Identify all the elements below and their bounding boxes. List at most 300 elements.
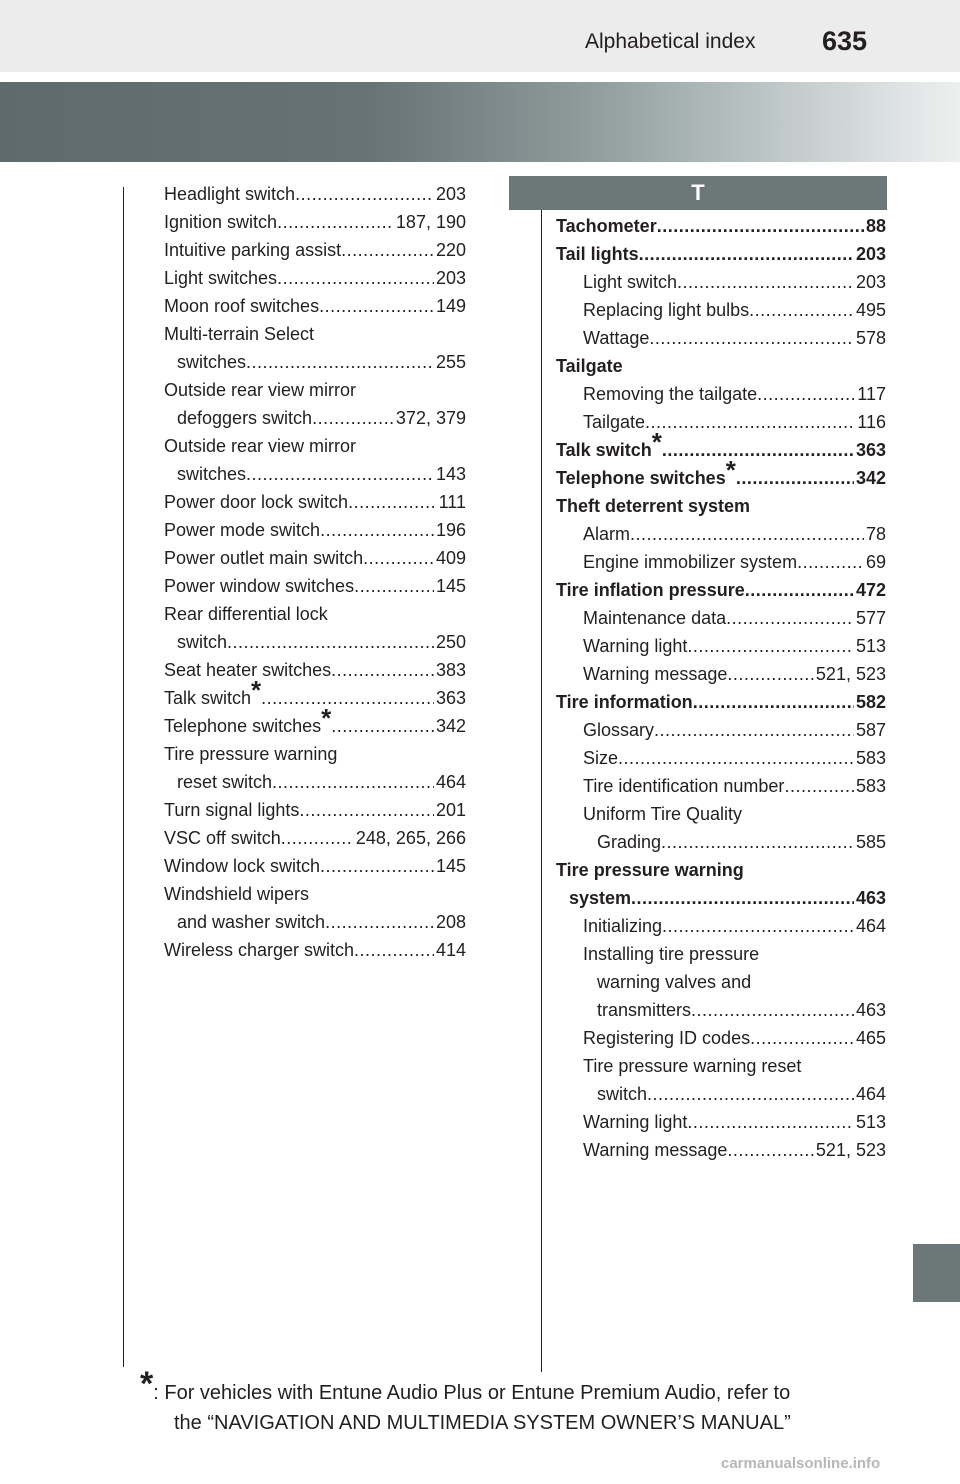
- index-entry-label: Alarm: [583, 524, 631, 544]
- dot-leader: [687, 1108, 854, 1136]
- index-entry-label: Power mode switch: [164, 520, 321, 540]
- index-entry-label: Talk switch: [164, 688, 252, 708]
- index-entry-text: [164, 236, 341, 264]
- center-column-rule: [541, 210, 542, 1372]
- index-entry-text: [583, 716, 654, 744]
- index-entry-label: Rear differential lock: [164, 604, 328, 624]
- index-entry-page: 464: [855, 916, 886, 936]
- index-entry-text: [583, 744, 618, 772]
- index-entry: [164, 376, 466, 404]
- index-entry-page: 521, 523: [815, 664, 886, 684]
- index-entry-text: [164, 380, 356, 400]
- index-entry-label: Tachometer: [556, 216, 657, 236]
- footnote-asterisk: *: [651, 427, 662, 457]
- index-entry-page: 116: [857, 412, 886, 432]
- index-entry: [556, 1052, 886, 1080]
- index-entry: [556, 576, 886, 604]
- index-entry: [164, 236, 466, 264]
- index-entry: [556, 716, 886, 744]
- dot-leader: [727, 660, 814, 688]
- index-entry-label: reset switch: [177, 772, 273, 792]
- dot-leader: [295, 180, 434, 208]
- index-entry-label: Engine immobilizer system: [583, 552, 798, 572]
- index-entry: [556, 212, 886, 240]
- index-entry-page: 495: [855, 300, 886, 320]
- index-entry-text: [164, 180, 295, 208]
- dot-leader: [757, 380, 855, 408]
- index-entry-text: [164, 675, 262, 712]
- index-entry-page: 145: [435, 856, 466, 876]
- index-entry-label: defoggers switch: [177, 408, 313, 428]
- index-entry: [164, 432, 466, 460]
- index-entry: [164, 516, 466, 544]
- index-entry-text: [164, 488, 348, 516]
- dot-leader: [227, 628, 434, 656]
- index-entry-label: Seat heater switches: [164, 660, 332, 680]
- dot-leader: [618, 744, 854, 772]
- index-entry-label: Power door lock switch: [164, 492, 349, 512]
- index-entry-page: 513: [855, 1112, 886, 1132]
- index-entry-page: 578: [855, 328, 886, 348]
- index-right-column: [556, 212, 886, 1164]
- index-entry-label: Ignition switch: [164, 212, 278, 232]
- index-entry-text: [164, 516, 320, 544]
- index-entry: [556, 324, 886, 352]
- index-entry-page: 513: [855, 636, 886, 656]
- index-entry-page: 463: [855, 1000, 886, 1020]
- dot-leader: [750, 1024, 854, 1052]
- index-entry-label: Uniform Tire Quality: [583, 804, 743, 824]
- index-entry-page: 363: [855, 440, 886, 460]
- index-entry: [556, 800, 886, 828]
- index-entry: [556, 352, 886, 380]
- index-entry-page: 143: [435, 464, 466, 484]
- index-entry: [556, 632, 886, 660]
- index-left-column: [164, 180, 466, 964]
- index-entry: [164, 600, 466, 628]
- index-entry-page: 196: [435, 520, 466, 540]
- dot-leader: [687, 632, 854, 660]
- footnote-asterisk: *: [725, 455, 736, 485]
- index-entry-text: [583, 944, 759, 964]
- index-entry-page: 149: [435, 296, 466, 316]
- index-entry-page: 208: [435, 912, 466, 932]
- index-entry-label: Glossary: [583, 720, 655, 740]
- index-entry-label: and washer switch: [177, 912, 326, 932]
- index-entry-text: [597, 996, 691, 1024]
- index-entry: [164, 740, 466, 768]
- dot-leader: [261, 684, 434, 712]
- index-entry-label: Tire information: [556, 692, 693, 712]
- index-entry-label: Outside rear view mirror: [164, 380, 357, 400]
- index-entry: [164, 348, 466, 376]
- section-letter-bar: T: [509, 176, 887, 210]
- index-entry-label: Power outlet main switch: [164, 548, 364, 568]
- index-entry-label: transmitters: [597, 1000, 692, 1020]
- dot-leader: [331, 656, 434, 684]
- index-entry-text: [164, 264, 277, 292]
- index-entry: [556, 1024, 886, 1052]
- index-entry-text: [597, 828, 661, 856]
- index-entry-label: warning valves and: [597, 972, 752, 992]
- index-entry-page: 583: [855, 748, 886, 768]
- index-entry-text: [164, 604, 328, 624]
- watermark: carmanualsonline.info: [721, 1455, 881, 1472]
- index-entry-page: 521, 523: [815, 1140, 886, 1160]
- dot-leader: [325, 908, 434, 936]
- page-header-title: Alphabetical index: [585, 30, 756, 53]
- index-entry-text: [583, 548, 797, 576]
- dot-leader: [649, 324, 854, 352]
- header-strip: [0, 0, 960, 72]
- index-entry-page: 220: [435, 240, 466, 260]
- index-entry-text: [164, 884, 309, 904]
- dot-leader: [797, 548, 864, 576]
- index-entry: [164, 292, 466, 320]
- dot-leader: [319, 292, 434, 320]
- index-entry-text: [556, 427, 662, 464]
- index-entry-text: [583, 1136, 727, 1164]
- dot-leader: [661, 828, 854, 856]
- index-entry-text: [164, 572, 354, 600]
- index-entry: [164, 572, 466, 600]
- dot-leader: [745, 576, 854, 604]
- index-entry-text: [164, 292, 319, 320]
- index-entry-text: [583, 1108, 687, 1136]
- index-entry: [556, 660, 886, 688]
- index-entry: [164, 628, 466, 656]
- index-entry-page: 463: [855, 888, 886, 908]
- index-entry-text: [164, 703, 332, 740]
- index-entry-label: Turn signal lights: [164, 800, 300, 820]
- dot-leader: [691, 996, 854, 1024]
- index-entry-page: 78: [865, 524, 886, 544]
- index-entry-page: 472: [855, 580, 886, 600]
- index-entry: [556, 455, 886, 492]
- index-entry-label: Light switch: [583, 272, 678, 292]
- index-entry-label: Tire pressure warning: [556, 860, 744, 880]
- index-entry: [556, 884, 886, 912]
- index-entry: [164, 544, 466, 572]
- index-entry-page: 111: [438, 492, 466, 512]
- dot-leader: [662, 436, 854, 464]
- index-entry-page: 585: [855, 832, 886, 852]
- dot-leader: [331, 712, 434, 740]
- footnote-asterisk: *: [321, 703, 332, 733]
- left-column-rule: [123, 187, 124, 1367]
- index-entry: [556, 380, 886, 408]
- index-entry-label: Warning light: [583, 636, 688, 656]
- index-entry-text: [177, 908, 325, 936]
- index-entry-label: Wireless charger switch: [164, 940, 355, 960]
- index-entry-page: 255: [435, 352, 466, 372]
- index-entry-label: Outside rear view mirror: [164, 436, 357, 456]
- index-entry-label: Tail lights: [556, 244, 639, 264]
- dot-leader: [320, 852, 434, 880]
- index-entry-text: [177, 404, 312, 432]
- index-entry-text: [583, 1024, 750, 1052]
- index-entry-text: [177, 768, 272, 796]
- dot-leader: [354, 572, 434, 600]
- index-entry: [164, 320, 466, 348]
- index-entry-text: [164, 436, 356, 456]
- dot-leader: [348, 488, 437, 516]
- index-entry-label: switch: [597, 1084, 648, 1104]
- index-entry-text: [583, 912, 662, 940]
- index-entry-text: [583, 408, 645, 436]
- index-entry-text: [556, 356, 623, 376]
- page-number: 635: [822, 26, 868, 56]
- index-entry-page: 363: [435, 688, 466, 708]
- index-entry-text: [164, 208, 277, 236]
- index-entry-label: switch: [177, 632, 228, 652]
- index-entry-page: 203: [435, 184, 466, 204]
- index-entry-label: VSC off switch: [164, 828, 281, 848]
- index-entry-page: 464: [435, 772, 466, 792]
- index-entry-text: [583, 296, 749, 324]
- index-entry-label: Replacing light bulbs: [583, 300, 750, 320]
- index-entry: [556, 828, 886, 856]
- index-entry-text: [583, 632, 687, 660]
- dot-leader: [246, 460, 434, 488]
- index-entry-page: 577: [855, 608, 886, 628]
- index-entry-page: 582: [855, 692, 886, 712]
- index-entry-label: Tailgate: [556, 356, 623, 376]
- index-entry-text: [164, 744, 337, 764]
- dot-leader: [639, 240, 854, 268]
- index-entry: [556, 1136, 886, 1164]
- index-entry-label: Power window switches: [164, 576, 355, 596]
- index-entry-text: [164, 936, 354, 964]
- index-entry: [556, 772, 886, 800]
- index-entry: [164, 880, 466, 908]
- index-entry-page: 88: [865, 216, 886, 236]
- index-entry-label: Tire pressure warning reset: [583, 1056, 802, 1076]
- footnote-asterisk: *: [251, 675, 262, 705]
- index-entry-label: Registering ID codes: [583, 1028, 751, 1048]
- index-entry-label: Theft deterrent system: [556, 496, 751, 516]
- index-entry-label: Window lock switch: [164, 856, 321, 876]
- index-entry-label: Removing the tailgate: [583, 384, 758, 404]
- index-entry: [164, 936, 466, 964]
- dot-leader: [784, 772, 854, 800]
- index-entry-label: Size: [583, 748, 619, 768]
- index-entry: [164, 908, 466, 936]
- index-entry-page: 117: [857, 384, 886, 404]
- index-entry-text: [569, 884, 631, 912]
- index-entry-page: 383: [435, 660, 466, 680]
- dot-leader: [281, 824, 354, 852]
- index-entry-text: [583, 604, 726, 632]
- index-entry: [556, 548, 886, 576]
- index-entry: [164, 768, 466, 796]
- index-entry: [164, 824, 466, 852]
- index-entry-page: 465: [855, 1028, 886, 1048]
- index-entry: [164, 852, 466, 880]
- dot-leader: [631, 884, 854, 912]
- dot-leader: [657, 212, 864, 240]
- index-entry: [164, 703, 466, 740]
- index-entry-text: [556, 496, 750, 516]
- header-gradient-band: [0, 82, 960, 162]
- index-entry: [164, 675, 466, 712]
- dot-leader: [662, 912, 854, 940]
- dot-leader: [320, 516, 434, 544]
- index-entry-label: Moon roof switches: [164, 296, 320, 316]
- index-entry-label: Light switches: [164, 268, 278, 288]
- index-entry: [556, 744, 886, 772]
- dot-leader: [647, 1080, 854, 1108]
- index-entry-text: [583, 660, 727, 688]
- index-entry-text: [597, 972, 751, 992]
- index-entry-text: [556, 240, 639, 268]
- footnote-text-1: : For vehicles with Entune Audio Plus or Entune Premium Audio, refer to: [153, 1382, 791, 1404]
- index-entry-text: [177, 460, 246, 488]
- index-entry-page: 203: [855, 272, 886, 292]
- index-entry: [556, 996, 886, 1024]
- dot-leader: [341, 236, 434, 264]
- index-entry-page: 69: [865, 552, 886, 572]
- index-entry-label: Talk switch: [556, 440, 652, 460]
- index-entry-page: 203: [855, 244, 886, 264]
- index-entry-label: Telephone switches: [164, 716, 322, 736]
- index-entry: [556, 1108, 886, 1136]
- dot-leader: [645, 408, 855, 436]
- index-entry-text: [164, 852, 320, 880]
- index-entry-page: 203: [435, 268, 466, 288]
- index-entry-text: [556, 576, 745, 604]
- index-entry-label: Intuitive parking assist: [164, 240, 342, 260]
- index-entry-label: Maintenance data: [583, 608, 727, 628]
- index-entry-page: 583: [855, 776, 886, 796]
- dot-leader: [299, 796, 434, 824]
- index-entry-text: [164, 656, 331, 684]
- index-entry-page: 409: [435, 548, 466, 568]
- index-entry: [556, 427, 886, 464]
- index-entry-label: Warning message: [583, 664, 728, 684]
- index-entry-page: 187, 190: [395, 212, 466, 232]
- index-entry: [556, 940, 886, 968]
- index-entry-label: Headlight switch: [164, 184, 296, 204]
- dot-leader: [277, 264, 434, 292]
- index-entry-page: 372, 379: [395, 408, 466, 428]
- index-entry-text: [177, 348, 246, 376]
- dot-leader: [312, 404, 394, 432]
- index-entry: [164, 180, 466, 208]
- index-entry: [556, 268, 886, 296]
- dot-leader: [272, 768, 434, 796]
- index-entry: [556, 604, 886, 632]
- index-entry-text: [583, 324, 649, 352]
- index-entry-page: 342: [855, 468, 886, 488]
- index-entry-label: Tailgate: [583, 412, 646, 432]
- index-entry: [556, 856, 886, 884]
- index-entry: [556, 968, 886, 996]
- index-entry-page: 201: [435, 800, 466, 820]
- index-entry-label: Wattage: [583, 328, 650, 348]
- index-entry: [164, 208, 466, 236]
- index-entry-text: [583, 772, 784, 800]
- chapter-side-tab: [913, 1244, 960, 1302]
- index-entry: [556, 240, 886, 268]
- footnote-star: *: [140, 1365, 154, 1403]
- footnote-line-1: [140, 1365, 890, 1408]
- dot-leader: [693, 688, 854, 716]
- index-entry-text: [164, 796, 299, 824]
- dot-leader: [277, 208, 394, 236]
- index-entry-page: 464: [855, 1084, 886, 1104]
- index-entry: [556, 912, 886, 940]
- index-entry: [556, 688, 886, 716]
- index-entry-label: Warning message: [583, 1140, 728, 1160]
- index-entry-label: switches: [177, 464, 247, 484]
- dot-leader: [726, 604, 854, 632]
- dot-leader: [727, 1136, 814, 1164]
- index-entry-text: [164, 324, 314, 344]
- index-entry-text: [597, 1080, 647, 1108]
- index-entry-text: [583, 1056, 801, 1076]
- index-entry-label: Initializing: [583, 916, 663, 936]
- index-entry-label: Grading: [597, 832, 662, 852]
- index-entry-text: [583, 804, 742, 824]
- index-entry: [556, 492, 886, 520]
- index-entry-label: switches: [177, 352, 247, 372]
- index-entry-page: 342: [435, 716, 466, 736]
- index-entry-text: [164, 824, 281, 852]
- index-entry-label: Tire inflation pressure: [556, 580, 745, 600]
- index-entry: [164, 460, 466, 488]
- index-entry-text: [556, 455, 736, 492]
- dot-leader: [363, 544, 434, 572]
- index-entry-page: 145: [435, 576, 466, 596]
- index-entry: [556, 1080, 886, 1108]
- dot-leader: [749, 296, 854, 324]
- dot-leader: [654, 716, 854, 744]
- index-entry-page: 250: [435, 632, 466, 652]
- index-entry-label: system: [569, 888, 632, 908]
- index-entry: [556, 408, 886, 436]
- index-entry-label: Warning light: [583, 1112, 688, 1132]
- index-entry: [164, 404, 466, 432]
- dot-leader: [736, 464, 854, 492]
- dot-leader: [677, 268, 854, 296]
- index-entry-page: 587: [855, 720, 886, 740]
- dot-leader: [354, 936, 434, 964]
- index-entry-text: [556, 688, 693, 716]
- index-entry-text: [583, 268, 677, 296]
- index-entry-page: 414: [435, 940, 466, 960]
- index-entry-label: Telephone switches: [556, 468, 726, 488]
- index-entry: [164, 488, 466, 516]
- footnote-line-2: the “NAVIGATION AND MULTIMEDIA SYSTEM OWNER’S MANUAL”: [174, 1412, 791, 1434]
- dot-leader: [630, 520, 864, 548]
- index-entry-label: Installing tire pressure: [583, 944, 760, 964]
- index-entry: [164, 796, 466, 824]
- index-entry: [164, 264, 466, 292]
- index-entry-label: Tire identification number: [583, 776, 785, 796]
- index-entry-text: [556, 860, 744, 880]
- index-entry-text: [556, 212, 657, 240]
- index-entry: [556, 296, 886, 324]
- index-entry-text: [583, 520, 630, 548]
- index-entry-label: Windshield wipers: [164, 884, 310, 904]
- index-entry: [556, 520, 886, 548]
- footnote: [140, 1365, 890, 1438]
- index-entry-label: Multi-terrain Select: [164, 324, 315, 344]
- index-entry-page: 248, 265, 266: [355, 828, 466, 848]
- index-entry: [164, 656, 466, 684]
- index-entry-text: [177, 628, 227, 656]
